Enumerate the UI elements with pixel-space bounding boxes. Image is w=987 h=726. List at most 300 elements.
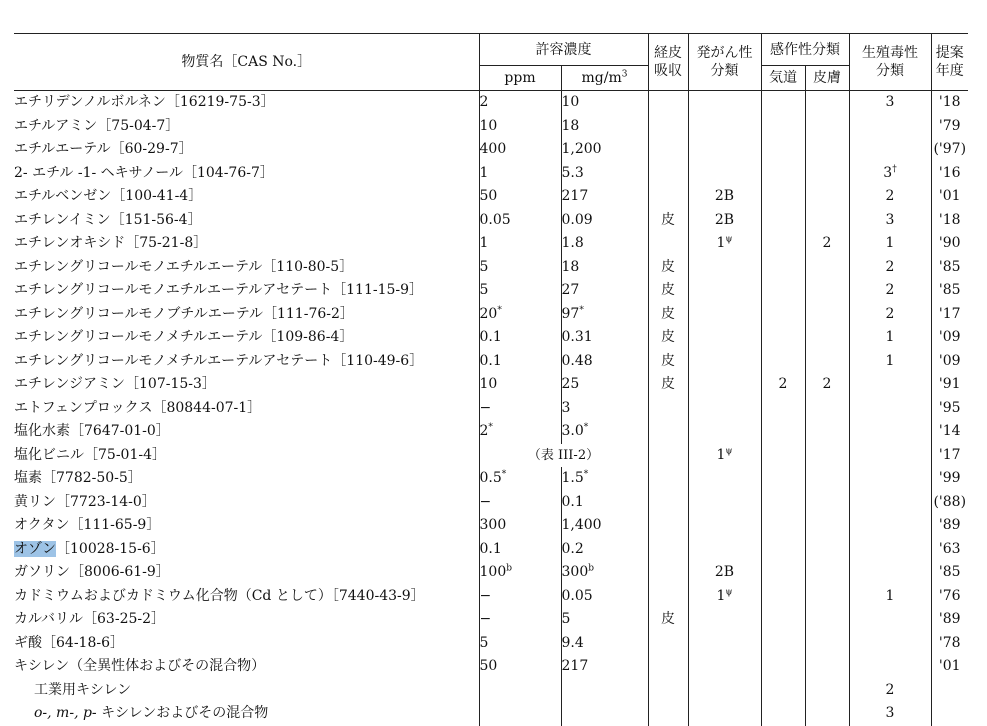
carcinogen-class	[688, 538, 761, 562]
table-row	[14, 561, 968, 585]
carcinogen-class	[688, 91, 761, 115]
carcinogen-class	[688, 491, 761, 515]
airway-sensitizer	[761, 655, 805, 679]
table-row	[14, 185, 968, 209]
mgm3-text: 217	[561, 658, 589, 674]
mgm3-value	[561, 279, 648, 303]
skin-sensitizer: 2	[805, 232, 849, 256]
skin-absorption	[648, 162, 688, 186]
ppm-text: −	[479, 611, 492, 627]
mgm3-text: 0.48	[561, 352, 593, 369]
substance-name-text: エチレンオキシド［75-21-8］	[14, 235, 208, 251]
carcinogen-text: 2B	[714, 211, 735, 228]
ppm-value	[479, 138, 561, 162]
substance-name	[14, 256, 479, 280]
airway-sensitizer	[761, 326, 805, 350]
skin-absorption	[648, 115, 688, 139]
proposal-year: '16	[931, 162, 968, 186]
skin-absorption	[648, 91, 688, 115]
reproductive-class	[849, 279, 931, 303]
skin-absorption: 皮	[648, 373, 688, 397]
carcinogen-footnote: ψ	[725, 586, 733, 597]
substance-name	[14, 585, 479, 609]
proposal-year: '01	[931, 655, 968, 679]
reproductive-class	[849, 373, 931, 397]
mgm3-value	[561, 397, 648, 421]
table-row	[14, 303, 968, 327]
carcinogen-class	[688, 679, 761, 703]
reproductive-text: 2	[885, 282, 895, 298]
carcinogen-class	[688, 397, 761, 421]
proposal-year: '90	[931, 232, 968, 256]
carcinogen-text: 2B	[714, 564, 735, 580]
carcinogen-class	[688, 350, 761, 374]
airway-sensitizer	[761, 138, 805, 162]
mgm3-value	[561, 702, 648, 726]
reproductive-text: 2	[885, 258, 895, 275]
substance-name-text: エチルベンゼン［100-41-4］	[14, 188, 203, 204]
carcinogen-class	[688, 162, 761, 186]
skin-sensitizer	[805, 702, 849, 726]
ppm-value	[479, 115, 561, 139]
reproductive-class	[849, 467, 931, 491]
reproductive-text: 3	[885, 94, 895, 110]
mgm3-footnote: b	[588, 563, 594, 574]
table-row	[14, 350, 968, 374]
reproductive-class	[849, 655, 931, 679]
ppm-text: −	[479, 399, 492, 416]
mgm3-footnote: *	[583, 422, 589, 433]
mgm3-text: 0.09	[561, 211, 593, 228]
proposal-year: '99	[931, 467, 968, 491]
airway-sensitizer	[761, 115, 805, 139]
header-year: 提案 年度	[931, 34, 968, 91]
skin-sensitizer	[805, 561, 849, 585]
skin-absorption	[648, 655, 688, 679]
substance-name	[14, 162, 479, 186]
substance-name-text: エチレングリコールモノメチルエーテル［109-86-4］	[14, 329, 354, 345]
mgm3-value	[561, 185, 648, 209]
table-row	[14, 491, 968, 515]
substance-name-text: カルバリル［63-25-2］	[14, 611, 166, 627]
skin-absorption	[648, 561, 688, 585]
carcinogen-class	[688, 655, 761, 679]
proposal-year: '85	[931, 256, 968, 280]
airway-sensitizer	[761, 162, 805, 186]
mgm3-value	[561, 467, 648, 491]
carcinogen-class	[688, 209, 761, 233]
mgm3-text: 5	[561, 611, 571, 627]
table-row	[14, 232, 968, 256]
reproductive-text: 3	[885, 211, 895, 228]
skin-sensitizer	[805, 303, 849, 327]
carcinogen-class	[688, 702, 761, 726]
ppm-footnote: *	[501, 469, 507, 480]
reproductive-class	[849, 91, 931, 115]
skin-absorption: 皮	[648, 326, 688, 350]
mgm3-value	[561, 585, 648, 609]
ppm-footnote: *	[497, 304, 502, 315]
mgm3-text: 97	[561, 305, 580, 322]
reproductive-class	[849, 162, 931, 186]
carcinogen-class	[688, 608, 761, 632]
substance-name	[14, 655, 479, 679]
substance-name	[14, 185, 479, 209]
airway-sensitizer	[761, 209, 805, 233]
carcinogen-class	[688, 373, 761, 397]
reproductive-class	[849, 115, 931, 139]
mgm3-text: 217	[561, 188, 589, 204]
skin-absorption: 皮	[648, 256, 688, 280]
table-row	[14, 397, 968, 421]
substance-name	[14, 538, 479, 562]
substance-name-text: エチレングリコールモノブチルエーテル［111-76-2］	[14, 305, 354, 322]
substance-name	[14, 420, 479, 444]
ppm-value	[479, 514, 561, 538]
ppm-value	[479, 702, 561, 726]
skin-absorption	[648, 632, 688, 656]
proposal-year	[931, 702, 968, 726]
table-row	[14, 608, 968, 632]
reproductive-class	[849, 561, 931, 585]
mgm3-value	[561, 514, 648, 538]
reproductive-class	[849, 491, 931, 515]
reproductive-class	[849, 538, 931, 562]
mgm3-value	[561, 256, 648, 280]
table-row	[14, 279, 968, 303]
ppm-text: 2	[479, 94, 489, 110]
reproductive-text: 1	[885, 352, 895, 369]
substance-name-text: エチレンジアミン［107-15-3］	[14, 376, 216, 392]
substance-name	[14, 444, 479, 468]
ppm-text: 0.1	[479, 540, 502, 557]
reproductive-class	[849, 444, 931, 468]
substance-name-text: エチレングリコールモノエチルエーテル［110-80-5］	[14, 258, 354, 275]
table-row	[14, 326, 968, 350]
skin-sensitizer	[805, 397, 849, 421]
substance-name-text: 塩化ビニル［75-01-4］	[14, 446, 166, 463]
skin-sensitizer	[805, 256, 849, 280]
header-carcinogen: 発がん性 分類	[688, 34, 761, 91]
substance-name-text: エチレンイミン［151-56-4］	[14, 211, 202, 228]
carcinogen-class	[688, 115, 761, 139]
reproductive-class	[849, 420, 931, 444]
ppm-text: 2	[479, 423, 489, 439]
mgm3-value	[561, 491, 648, 515]
ppm-text: 1	[479, 164, 489, 181]
substance-name	[14, 608, 479, 632]
header-oel: 許容濃度	[479, 34, 648, 66]
mgm3-value	[561, 162, 648, 186]
table-row	[14, 679, 968, 703]
proposal-year: '18	[931, 209, 968, 233]
substance-name	[14, 514, 479, 538]
carcinogen-class	[688, 232, 761, 256]
skin-absorption	[648, 585, 688, 609]
skin-sensitizer	[805, 679, 849, 703]
substance-name	[14, 115, 479, 139]
reproductive-class	[849, 702, 931, 726]
carcinogen-class	[688, 279, 761, 303]
ppm-value	[479, 209, 561, 233]
skin-absorption	[648, 514, 688, 538]
reproductive-class	[849, 209, 931, 233]
ppm-text: 10	[479, 376, 498, 392]
reproductive-class	[849, 585, 931, 609]
substance-name	[14, 279, 479, 303]
ppm-text: 5	[479, 282, 489, 298]
airway-sensitizer	[761, 185, 805, 209]
ppm-text: 5	[479, 634, 489, 651]
substance-name-text: カドミウムおよびカドミウム化合物（Cd として）［7440-43-9］	[14, 587, 425, 604]
airway-sensitizer	[761, 444, 805, 468]
reproductive-text: 2	[885, 681, 895, 698]
carcinogen-class	[688, 514, 761, 538]
skin-absorption: 皮	[648, 303, 688, 327]
substance-name-text: オクタン［111-65-9］	[14, 517, 161, 533]
substance-name	[14, 91, 479, 115]
ppm-text: −	[479, 493, 492, 510]
mgm3-value	[561, 91, 648, 115]
header-substance: 物質名［CAS No.］	[14, 34, 479, 91]
skin-sensitizer	[805, 538, 849, 562]
header-skin-sensitizer: 皮膚	[805, 66, 849, 91]
ppm-value	[479, 232, 561, 256]
proposal-year: '89	[931, 514, 968, 538]
proposal-year: '78	[931, 632, 968, 656]
ppm-value	[479, 397, 561, 421]
skin-absorption	[648, 679, 688, 703]
airway-sensitizer	[761, 514, 805, 538]
skin-sensitizer	[805, 420, 849, 444]
header-ppm: ppm	[479, 66, 561, 91]
ppm-value	[479, 679, 561, 703]
substance-name-text: エチルアミン［75-04-7］	[14, 117, 180, 134]
substance-name	[14, 138, 479, 162]
skin-absorption	[648, 444, 688, 468]
proposal-year: '79	[931, 115, 968, 139]
mgm3-text: 3	[561, 399, 571, 416]
airway-sensitizer	[761, 232, 805, 256]
skin-absorption	[648, 538, 688, 562]
airway-sensitizer	[761, 420, 805, 444]
proposal-year: '17	[931, 303, 968, 327]
carcinogen-text: 1	[716, 446, 726, 463]
skin-sensitizer	[805, 279, 849, 303]
skin-sensitizer	[805, 209, 849, 233]
reproductive-class	[849, 326, 931, 350]
ppm-text: 300	[479, 517, 507, 533]
proposal-year: ('88)	[931, 491, 968, 515]
mgm3-text: 18	[561, 117, 580, 134]
substance-name-text: 塩素［7782-50-5］	[14, 470, 142, 486]
airway-sensitizer: 2	[761, 373, 805, 397]
substance-name-text: キシレン（全異性体およびその混合物）	[14, 658, 266, 674]
ppm-value	[479, 655, 561, 679]
substance-name-text: エチリデンノルボルネン［16219-75-3］	[14, 94, 275, 110]
reproductive-class	[849, 514, 931, 538]
table-body	[14, 91, 968, 726]
ppm-value	[479, 608, 561, 632]
skin-sensitizer	[805, 491, 849, 515]
mgm3-text: 25	[561, 376, 580, 392]
table-row	[14, 420, 968, 444]
mgm3-value	[561, 232, 648, 256]
mgm3-text: 0.1	[561, 493, 584, 510]
mgm3-value	[561, 209, 648, 233]
proposal-year: '09	[931, 326, 968, 350]
header-sensitizer: 感作性分類	[761, 34, 849, 66]
mgm3-text: 1,400	[561, 517, 602, 533]
airway-sensitizer	[761, 350, 805, 374]
skin-sensitizer	[805, 444, 849, 468]
ppm-footnote: *	[488, 422, 493, 433]
skin-sensitizer	[805, 655, 849, 679]
reproductive-class	[849, 256, 931, 280]
substance-name	[14, 491, 479, 515]
ppm-value	[479, 162, 561, 186]
mgm3-text: 0.2	[561, 540, 584, 557]
reproductive-class	[849, 397, 931, 421]
carcinogen-text: 2B	[714, 188, 735, 204]
header-mgm3: $mg/m^3$	[561, 66, 648, 91]
header-reproductive: 生殖毒性 分類	[849, 34, 931, 91]
ppm-text: 0.1	[479, 352, 502, 369]
carcinogen-text: 1	[716, 587, 726, 604]
carcinogen-class	[688, 256, 761, 280]
carcinogen-class	[688, 632, 761, 656]
mgm3-text: 18	[561, 258, 580, 275]
mgm3-text: 27	[561, 282, 580, 298]
airway-sensitizer	[761, 397, 805, 421]
reproductive-class	[849, 608, 931, 632]
oel-table	[14, 33, 968, 726]
reproductive-class	[849, 679, 931, 703]
mgm3-text: 1,200	[561, 141, 602, 157]
ppm-value	[479, 632, 561, 656]
table-row	[14, 256, 968, 280]
airway-sensitizer	[761, 585, 805, 609]
substance-name-text: エチルエーテル［60-29-7］	[14, 141, 193, 157]
skin-absorption	[648, 491, 688, 515]
table-row	[14, 373, 968, 397]
mgm3-value	[561, 115, 648, 139]
ppm-text: 20	[479, 305, 498, 322]
isomer-prefix: o-, m-, p-	[34, 705, 97, 721]
ppm-value	[479, 350, 561, 374]
airway-sensitizer	[761, 279, 805, 303]
ppm-text: 50	[479, 188, 498, 204]
substance-name	[14, 561, 479, 585]
carcinogen-class	[688, 326, 761, 350]
mgm3-text: 10	[561, 94, 580, 110]
reproductive-text: 1	[885, 329, 895, 345]
substance-name	[14, 209, 479, 233]
skin-absorption	[648, 467, 688, 491]
table-row	[14, 91, 968, 115]
ppm-text: 5	[479, 258, 489, 275]
mgm3-text: 300	[561, 564, 589, 580]
airway-sensitizer	[761, 702, 805, 726]
airway-sensitizer	[761, 491, 805, 515]
table-row	[14, 444, 968, 468]
skin-absorption	[648, 397, 688, 421]
ppm-text: 10	[479, 117, 498, 134]
table-row	[14, 655, 968, 679]
proposal-year: '76	[931, 585, 968, 609]
skin-sensitizer	[805, 115, 849, 139]
mgm3-value	[561, 326, 648, 350]
substance-name-text: ギ酸［64-18-6］	[14, 634, 124, 651]
ppm-value	[479, 256, 561, 280]
proposal-year: '95	[931, 397, 968, 421]
substance-name	[14, 702, 479, 726]
mgm3-value	[561, 538, 648, 562]
ppm-text: 0.1	[479, 329, 502, 345]
ppm-value	[479, 467, 561, 491]
reproductive-class	[849, 350, 931, 374]
skin-absorption	[648, 420, 688, 444]
ppm-value	[479, 303, 561, 327]
table-row	[14, 209, 968, 233]
airway-sensitizer	[761, 467, 805, 491]
skin-sensitizer	[805, 350, 849, 374]
skin-absorption: 皮	[648, 350, 688, 374]
skin-sensitizer	[805, 138, 849, 162]
table-row	[14, 702, 968, 726]
airway-sensitizer	[761, 303, 805, 327]
reproductive-text: 2	[885, 305, 895, 322]
proposal-year: '17	[931, 444, 968, 468]
header-airway: 気道	[761, 66, 805, 91]
skin-absorption: 皮	[648, 279, 688, 303]
airway-sensitizer	[761, 632, 805, 656]
skin-absorption: 皮	[648, 608, 688, 632]
substance-name-text: 塩化水素［7647-01-0］	[14, 423, 170, 439]
reproductive-text: 1	[885, 235, 895, 251]
mgm3-text: 9.4	[561, 634, 584, 651]
carcinogen-footnote: ψ	[725, 234, 733, 245]
skin-absorption	[648, 185, 688, 209]
ppm-text: 0.5	[479, 470, 502, 486]
substance-name	[14, 679, 479, 703]
ppm-value	[479, 420, 561, 444]
reproductive-text: 1	[885, 587, 895, 604]
carcinogen-footnote: ψ	[725, 445, 733, 456]
mgm3-value	[561, 632, 648, 656]
ppm-text: −	[479, 587, 492, 604]
substance-name	[14, 350, 479, 374]
proposal-year: '85	[931, 561, 968, 585]
table-row	[14, 115, 968, 139]
mgm3-value	[561, 655, 648, 679]
airway-sensitizer	[761, 538, 805, 562]
ppm-value	[479, 491, 561, 515]
reproductive-text: 3	[883, 164, 893, 181]
mgm3-footnote: *	[583, 469, 589, 480]
substance-name	[14, 467, 479, 491]
highlighted-text: オゾン	[14, 540, 56, 557]
substance-name-text: ［10028-15-6］	[56, 540, 165, 557]
skin-sensitizer	[805, 608, 849, 632]
skin-sensitizer	[805, 185, 849, 209]
table-row	[14, 162, 968, 186]
substance-name	[14, 232, 479, 256]
ppm-value	[479, 373, 561, 397]
mgm3-value	[561, 561, 648, 585]
carcinogen-class	[688, 303, 761, 327]
carcinogen-class	[688, 420, 761, 444]
